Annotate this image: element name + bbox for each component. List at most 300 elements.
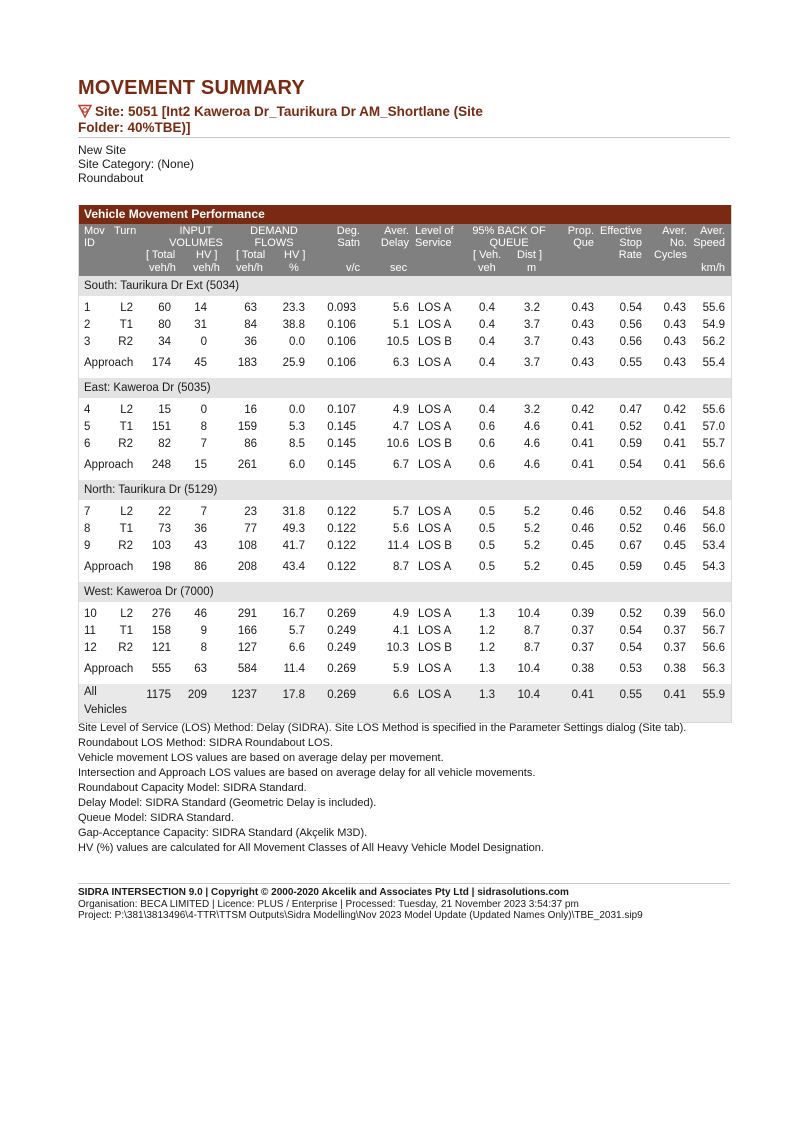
cell-input-total: 82	[158, 438, 171, 450]
unit-input-hv: veh/h	[193, 262, 220, 274]
cell-aver-delay: 4.9	[393, 608, 409, 620]
cell-demand-hv: 6.6	[289, 642, 305, 654]
site-meta-line: Site Category: (None)	[78, 157, 195, 171]
cell-demand-total: 183	[237, 357, 257, 369]
header-turn: Turn	[114, 225, 137, 237]
heading-divider	[78, 137, 730, 138]
cell-mov-id: 11	[84, 625, 96, 637]
footer-project: Project: P:\381\3813496\4-TTR\TTSM Outputs\Sidra Modelling\Nov 2023 Model Update (Updated Names Only)\TBE_2031.sip9	[78, 910, 643, 921]
cell-level-of-service: LOS A	[418, 459, 452, 471]
cell-mov-id: 8	[84, 523, 91, 535]
cell-back-veh: 0.4	[479, 319, 495, 331]
cell-input-total: 555	[151, 663, 171, 675]
cell-mov-id: 7	[84, 506, 91, 518]
cell-stop-rate: 0.54	[619, 642, 642, 654]
site-meta-line: New Site	[78, 143, 127, 157]
page-title: MOVEMENT SUMMARY	[78, 77, 305, 99]
cell-demand-total: 86	[244, 438, 257, 450]
cell-demand-hv: 25.9	[282, 357, 305, 369]
cell-aver-no-cycles: 0.43	[663, 357, 686, 369]
site-title-line1: Site: 5051 [Int2 Kaweroa Dr_Taurikura Dr AM_Shortlane (Site	[95, 104, 483, 119]
cell-aver-speed: 55.9	[702, 689, 725, 701]
cell-aver-delay: 5.7	[393, 506, 409, 518]
cell-turn: R2	[118, 540, 133, 552]
cell-stop-rate: 0.56	[619, 336, 642, 348]
cell-aver-no-cycles: 0.37	[663, 625, 686, 637]
cell-stop-rate: 0.52	[619, 506, 642, 518]
cell-aver-speed: 55.4	[702, 357, 725, 369]
cell-level-of-service: LOS B	[418, 642, 452, 654]
cell-level-of-service: LOS A	[418, 608, 452, 620]
cell-aver-no-cycles: 0.42	[663, 404, 686, 416]
cell-aver-delay: 10.5	[386, 336, 409, 348]
cell-input-hv: 8	[200, 642, 207, 654]
cell-input-hv: 36	[194, 523, 207, 535]
cell-aver-delay: 8.7	[393, 561, 409, 573]
site-meta-line: Roundabout	[78, 171, 144, 185]
cell-back-veh: 0.5	[479, 540, 495, 552]
all-label-line1: All	[84, 686, 97, 698]
cell-input-hv: 209	[187, 689, 207, 701]
cell-aver-no-cycles: 0.39	[663, 608, 686, 620]
cell-aver-no-cycles: 0.41	[663, 689, 686, 701]
cell-deg-satn: 0.106	[327, 357, 356, 369]
cell-aver-speed: 53.4	[702, 540, 725, 552]
cell-demand-total: 23	[244, 506, 257, 518]
cell-approach-label: Approach	[84, 459, 134, 471]
table-title: Vehicle Movement Performance	[79, 205, 731, 224]
cell-back-veh: 0.5	[479, 523, 495, 535]
cell-input-hv: 7	[200, 506, 207, 518]
cell-back-veh: 0.6	[479, 438, 495, 450]
cell-turn: T1	[119, 523, 133, 535]
cell-aver-speed: 57.0	[702, 421, 725, 433]
header-rate: Rate	[618, 249, 642, 261]
cell-input-hv: 46	[194, 608, 207, 620]
cell-aver-speed: 56.0	[702, 608, 725, 620]
table-row	[79, 317, 731, 334]
cell-demand-hv: 38.8	[282, 319, 305, 331]
cell-level-of-service: LOS A	[418, 506, 452, 518]
cell-stop-rate: 0.59	[619, 561, 642, 573]
cell-input-total: 1175	[146, 689, 171, 701]
cell-input-hv: 14	[194, 302, 207, 314]
cell-level-of-service: LOS A	[418, 561, 452, 573]
approach-row	[79, 659, 731, 679]
cell-stop-rate: 0.54	[619, 459, 642, 471]
header-aver-delay: Aver.	[384, 225, 409, 237]
approach-group-header: South: Taurikura Dr Ext (5034)	[79, 276, 731, 296]
note-line: Intersection and Approach LOS values are based on average delay for all vehicle movements.	[78, 767, 536, 779]
unit-demand-total: veh/h	[236, 262, 263, 274]
cell-back-dist: 8.7	[524, 625, 540, 637]
cell-back-dist: 4.6	[524, 459, 540, 471]
cell-prop-que: 0.41	[571, 438, 594, 450]
cell-level-of-service: LOS A	[418, 689, 452, 701]
header-demand-hv: HV ]	[284, 249, 306, 261]
cell-input-hv: 9	[200, 625, 207, 637]
cell-aver-no-cycles: 0.41	[663, 438, 686, 450]
cell-deg-satn: 0.093	[327, 302, 356, 314]
footer-copyright: SIDRA INTERSECTION 9.0 | Copyright © 2000-2020 Akcelik and Associates Pty Ltd | sidrasolutions.com	[78, 887, 569, 898]
header-stop: Stop	[619, 237, 642, 249]
cell-deg-satn: 0.107	[327, 404, 356, 416]
cell-prop-que: 0.38	[571, 663, 594, 675]
cell-back-veh: 1.3	[479, 663, 495, 675]
header-speed: Speed	[693, 237, 725, 249]
cell-demand-total: 261	[237, 459, 257, 471]
cell-turn: R2	[118, 642, 133, 654]
cell-prop-que: 0.37	[571, 625, 594, 637]
movement-performance-table	[78, 205, 732, 723]
cell-back-veh: 0.5	[479, 506, 495, 518]
unit-input-total: veh/h	[149, 262, 176, 274]
header-veh: [ Veh.	[473, 249, 502, 261]
cell-prop-que: 0.46	[571, 523, 594, 535]
cell-back-dist: 4.6	[524, 438, 540, 450]
cell-back-dist: 8.7	[524, 642, 540, 654]
cell-demand-hv: 11.4	[283, 663, 305, 675]
cell-input-total: 151	[151, 421, 171, 433]
header-no: No.	[669, 237, 687, 249]
cell-aver-delay: 6.3	[393, 357, 409, 369]
approach-row	[79, 557, 731, 577]
cell-back-dist: 10.4	[517, 689, 540, 701]
note-line: HV (%) values are calculated for All Movement Classes of All Heavy Vehicle Model Designation.	[78, 842, 544, 854]
cell-prop-que: 0.41	[571, 689, 594, 701]
cell-aver-speed: 55.6	[702, 404, 725, 416]
cell-prop-que: 0.37	[571, 642, 594, 654]
header-input-hv: HV ]	[196, 249, 218, 261]
cell-aver-no-cycles: 0.43	[663, 302, 686, 314]
cell-approach-label: Approach	[84, 663, 134, 675]
cell-demand-total: 159	[237, 421, 257, 433]
note-line: Queue Model: SIDRA Standard.	[78, 812, 234, 824]
note-line: Roundabout Capacity Model: SIDRA Standard.	[78, 782, 307, 794]
cell-input-hv: 0	[200, 404, 207, 416]
unit-m: m	[527, 262, 537, 274]
cell-aver-delay: 5.6	[393, 523, 409, 535]
cell-aver-no-cycles: 0.46	[663, 506, 686, 518]
cell-turn: L2	[120, 506, 133, 518]
cell-level-of-service: LOS A	[418, 319, 452, 331]
cell-turn: R2	[118, 336, 133, 348]
header-effective: Effective	[600, 225, 642, 237]
cell-input-hv: 63	[194, 663, 207, 675]
cell-aver-no-cycles: 0.37	[663, 642, 686, 654]
header-aver-no: Aver.	[662, 225, 687, 237]
cell-prop-que: 0.45	[571, 540, 594, 552]
cell-input-total: 73	[158, 523, 171, 535]
header-service: Service	[415, 237, 452, 249]
cell-aver-speed: 55.7	[702, 438, 725, 450]
table-row	[79, 521, 731, 538]
cell-stop-rate: 0.54	[619, 625, 642, 637]
header-prop: Prop.	[567, 225, 594, 237]
cell-back-dist: 3.7	[524, 357, 540, 369]
cell-input-total: 248	[151, 459, 171, 471]
cell-back-veh: 0.4	[479, 404, 495, 416]
header-level-of: Level of	[415, 225, 454, 237]
note-line: Gap-Acceptance Capacity: SIDRA Standard (Akçelik M3D).	[78, 827, 368, 839]
cell-aver-delay: 10.3	[386, 642, 409, 654]
cell-level-of-service: LOS B	[418, 438, 452, 450]
cell-aver-speed: 56.6	[702, 642, 725, 654]
cell-back-dist: 4.6	[524, 421, 540, 433]
cell-turn: L2	[120, 608, 133, 620]
cell-deg-satn: 0.106	[327, 319, 356, 331]
cell-aver-no-cycles: 0.41	[663, 459, 686, 471]
cell-aver-delay: 4.1	[393, 625, 409, 637]
cell-input-total: 80	[158, 319, 171, 331]
cell-stop-rate: 0.47	[619, 404, 642, 416]
cell-mov-id: 2	[84, 319, 91, 331]
cell-deg-satn: 0.122	[327, 540, 356, 552]
cell-prop-que: 0.46	[571, 506, 594, 518]
cell-level-of-service: LOS A	[418, 357, 452, 369]
cell-demand-hv: 5.7	[289, 625, 305, 637]
cell-aver-speed: 54.8	[702, 506, 725, 518]
cell-input-total: 158	[151, 625, 171, 637]
cell-stop-rate: 0.52	[619, 608, 642, 620]
cell-aver-delay: 6.6	[393, 689, 409, 701]
cell-back-dist: 3.7	[524, 319, 540, 331]
cell-aver-no-cycles: 0.45	[663, 540, 686, 552]
all-vehicles-row	[79, 684, 731, 722]
approach-row	[79, 353, 731, 373]
cell-demand-hv: 16.7	[282, 608, 305, 620]
header-cycles: Cycles	[653, 249, 687, 261]
cell-input-hv: 7	[200, 438, 207, 450]
cell-demand-hv: 43.4	[282, 561, 305, 573]
cell-prop-que: 0.43	[571, 319, 594, 331]
cell-input-total: 198	[151, 561, 171, 573]
cell-mov-id: 6	[84, 438, 91, 450]
note-line: Site Level of Service (LOS) Method: Delay (SIDRA). Site LOS Method is specified in the Parameter Settings dialog (Site tab).	[78, 722, 687, 734]
cell-demand-hv: 0.0	[289, 336, 305, 348]
cell-turn: T1	[119, 421, 133, 433]
table-row	[79, 402, 731, 419]
cell-aver-speed: 55.6	[702, 302, 725, 314]
cell-demand-total: 36	[244, 336, 257, 348]
note-line: Delay Model: SIDRA Standard (Geometric Delay is included).	[78, 797, 377, 809]
header-queue: QUEUE	[489, 237, 529, 249]
cell-stop-rate: 0.67	[619, 540, 642, 552]
approach-group-header: East: Kaweroa Dr (5035)	[79, 378, 731, 398]
cell-aver-delay: 5.6	[393, 302, 409, 314]
cell-demand-total: 84	[244, 319, 257, 331]
all-label-line2: Vehicles	[84, 704, 127, 716]
cell-back-dist: 3.7	[524, 336, 540, 348]
cell-aver-speed: 56.7	[702, 625, 725, 637]
cell-input-hv: 15	[194, 459, 207, 471]
cell-back-veh: 0.6	[479, 459, 495, 471]
cell-demand-total: 208	[237, 561, 257, 573]
note-line: Vehicle movement LOS values are based on average delay per movement.	[78, 752, 444, 764]
cell-prop-que: 0.45	[571, 561, 594, 573]
table-row	[79, 300, 731, 317]
cell-turn: L2	[120, 302, 133, 314]
cell-stop-rate: 0.52	[619, 421, 642, 433]
cell-aver-speed: 56.0	[702, 523, 725, 535]
roundabout-triangle-icon	[78, 104, 92, 118]
cell-approach-label: Approach	[84, 561, 134, 573]
cell-stop-rate: 0.54	[619, 302, 642, 314]
cell-aver-delay: 11.4	[387, 540, 409, 552]
cell-level-of-service: LOS B	[418, 336, 452, 348]
cell-aver-no-cycles: 0.38	[663, 663, 686, 675]
cell-demand-hv: 17.8	[282, 689, 305, 701]
cell-demand-total: 63	[244, 302, 257, 314]
cell-demand-hv: 5.3	[289, 421, 305, 433]
cell-back-veh: 0.6	[479, 421, 495, 433]
cell-demand-total: 108	[237, 540, 257, 552]
cell-prop-que: 0.41	[571, 421, 594, 433]
cell-turn: T1	[119, 319, 133, 331]
cell-deg-satn: 0.249	[327, 642, 356, 654]
cell-aver-speed: 56.2	[702, 336, 725, 348]
cell-demand-total: 291	[237, 608, 257, 620]
table-row	[79, 334, 731, 351]
cell-deg-satn: 0.269	[327, 663, 356, 675]
cell-back-veh: 0.5	[479, 561, 495, 573]
footer-divider	[78, 883, 730, 884]
cell-stop-rate: 0.53	[619, 663, 642, 675]
cell-deg-satn: 0.106	[327, 336, 356, 348]
cell-back-veh: 1.2	[479, 625, 495, 637]
unit-demand-hv: %	[289, 262, 299, 274]
cell-turn: T1	[119, 625, 133, 637]
cell-mov-id: 4	[84, 404, 91, 416]
cell-level-of-service: LOS A	[418, 663, 452, 675]
header-input: INPUT	[179, 225, 213, 237]
header-demand: DEMAND	[250, 225, 298, 237]
cell-turn: L2	[120, 404, 133, 416]
cell-demand-total: 1237	[231, 689, 257, 701]
cell-demand-total: 16	[244, 404, 257, 416]
cell-level-of-service: LOS A	[418, 421, 452, 433]
cell-aver-no-cycles: 0.43	[663, 319, 686, 331]
cell-stop-rate: 0.55	[619, 357, 642, 369]
header-demand-total: [ Total	[236, 249, 266, 261]
cell-mov-id: 1	[84, 302, 91, 314]
cell-input-hv: 43	[194, 540, 207, 552]
cell-prop-que: 0.42	[571, 404, 594, 416]
cell-turn: R2	[118, 438, 133, 450]
cell-stop-rate: 0.59	[619, 438, 642, 450]
approach-row	[79, 455, 731, 475]
cell-level-of-service: LOS A	[418, 302, 452, 314]
cell-prop-que: 0.43	[571, 357, 594, 369]
header-back-of: 95% BACK OF	[472, 225, 546, 237]
cell-demand-hv: 23.3	[282, 302, 305, 314]
cell-aver-delay: 5.1	[393, 319, 409, 331]
table-row	[79, 623, 731, 640]
cell-prop-que: 0.43	[571, 336, 594, 348]
cell-aver-delay: 4.9	[393, 404, 409, 416]
cell-back-dist: 10.4	[517, 608, 540, 620]
cell-aver-speed: 54.3	[702, 561, 725, 573]
cell-deg-satn: 0.122	[327, 561, 356, 573]
header-mov: Mov	[84, 225, 105, 237]
cell-aver-delay: 4.7	[393, 421, 409, 433]
cell-input-total: 60	[158, 302, 171, 314]
footer-organisation: Organisation: BECA LIMITED | Licence: PLUS / Enterprise | Processed: Tuesday, 21 November 2023 3:54:37 pm	[78, 898, 579, 910]
cell-demand-hv: 41.7	[282, 540, 305, 552]
cell-deg-satn: 0.122	[327, 506, 356, 518]
header-id: ID	[84, 237, 95, 249]
site-title-line2: Folder: 40%TBE)]	[78, 120, 191, 135]
cell-aver-no-cycles: 0.46	[663, 523, 686, 535]
table-body	[79, 276, 731, 722]
header-satn: Satn	[337, 237, 360, 249]
table-row	[79, 504, 731, 521]
cell-deg-satn: 0.145	[327, 421, 356, 433]
cell-input-total: 174	[151, 357, 171, 369]
cell-input-total: 121	[151, 642, 171, 654]
cell-mov-id: 5	[84, 421, 91, 433]
cell-deg-satn: 0.249	[327, 625, 356, 637]
cell-aver-speed: 54.9	[702, 319, 725, 331]
cell-back-veh: 1.3	[479, 608, 495, 620]
cell-demand-hv: 49.3	[282, 523, 305, 535]
header-delay: Delay	[380, 237, 409, 249]
cell-input-total: 22	[158, 506, 171, 518]
site-heading	[78, 104, 538, 136]
site-meta	[78, 143, 194, 185]
cell-aver-no-cycles: 0.45	[663, 561, 686, 573]
cell-aver-no-cycles: 0.43	[663, 336, 686, 348]
cell-prop-que: 0.41	[571, 459, 594, 471]
unit-vc: v/c	[345, 262, 360, 274]
cell-aver-delay: 10.6	[386, 438, 409, 450]
cell-deg-satn: 0.145	[327, 438, 356, 450]
table-row	[79, 538, 731, 555]
cell-aver-speed: 56.3	[702, 663, 725, 675]
cell-input-total: 276	[151, 608, 171, 620]
cell-input-hv: 8	[200, 421, 207, 433]
header-aver-speed: Aver.	[700, 225, 725, 237]
cell-back-dist: 3.2	[524, 404, 540, 416]
cell-aver-delay: 6.7	[393, 459, 409, 471]
cell-demand-total: 166	[237, 625, 257, 637]
footer	[78, 887, 643, 922]
table-header	[79, 224, 731, 276]
cell-demand-hv: 31.8	[282, 506, 305, 518]
cell-approach-label: Approach	[84, 357, 134, 369]
note-line: Roundabout LOS Method: SIDRA Roundabout LOS.	[78, 737, 333, 749]
cell-level-of-service: LOS B	[418, 540, 452, 552]
cell-deg-satn: 0.145	[327, 459, 356, 471]
header-input-total: [ Total	[146, 249, 176, 261]
header-deg: Deg.	[336, 225, 360, 237]
cell-back-dist: 5.2	[524, 506, 540, 518]
cell-back-dist: 5.2	[524, 561, 540, 573]
cell-back-veh: 1.3	[479, 689, 495, 701]
cell-aver-speed: 56.6	[702, 459, 725, 471]
cell-mov-id: 9	[84, 540, 91, 552]
cell-input-total: 34	[158, 336, 171, 348]
cell-mov-id: 3	[84, 336, 91, 348]
cell-back-veh: 0.4	[479, 357, 495, 369]
cell-aver-no-cycles: 0.41	[663, 421, 686, 433]
cell-stop-rate: 0.56	[619, 319, 642, 331]
cell-demand-hv: 6.0	[289, 459, 305, 471]
approach-group-header: West: Kaweroa Dr (7000)	[79, 582, 731, 602]
cell-back-dist: 5.2	[524, 540, 540, 552]
cell-aver-delay: 5.9	[393, 663, 409, 675]
cell-stop-rate: 0.55	[619, 689, 642, 701]
